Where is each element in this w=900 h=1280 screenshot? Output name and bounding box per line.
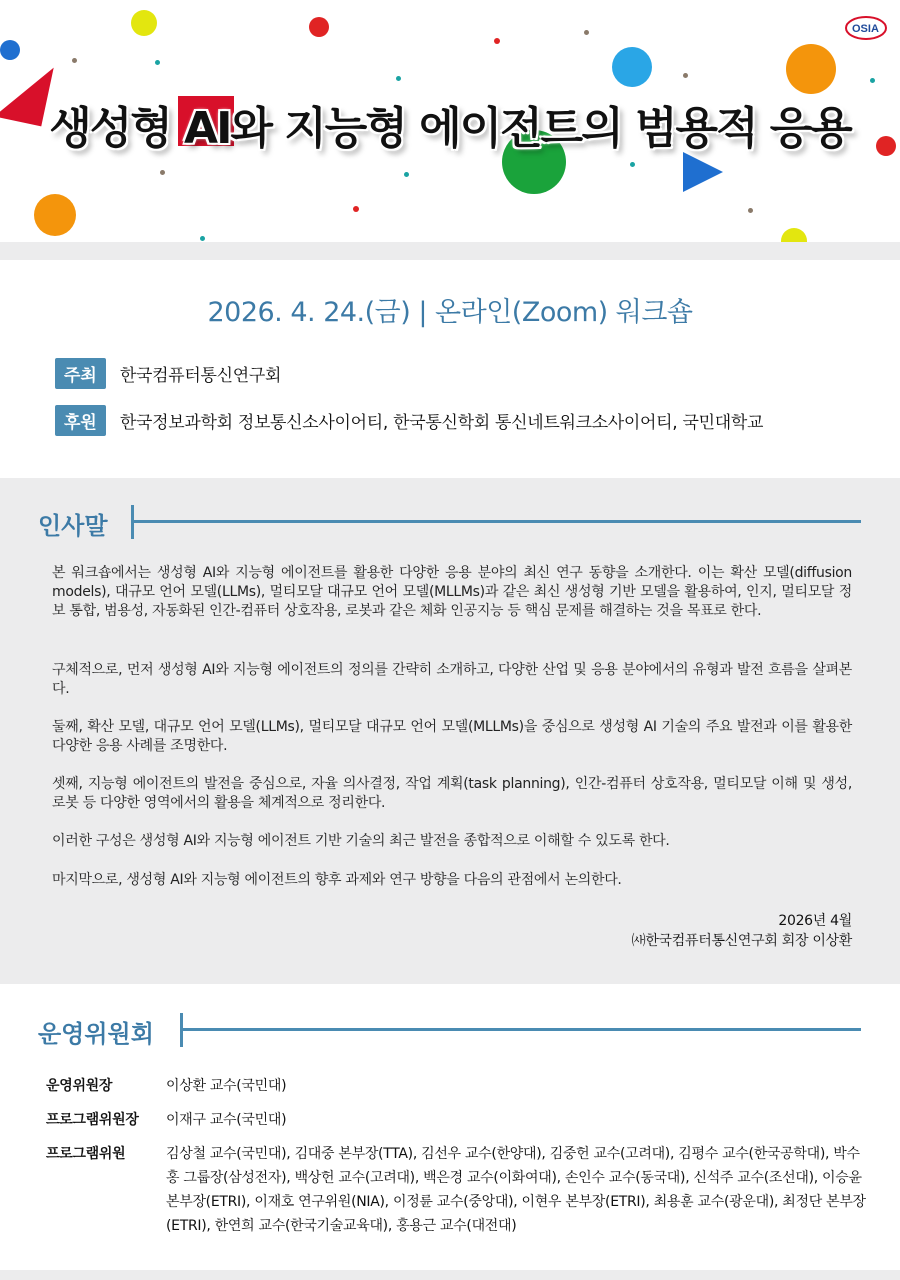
decor-dot xyxy=(584,30,589,35)
committee-role: 프로그램위원 xyxy=(46,1146,126,1162)
sponsor-row xyxy=(55,405,763,435)
committee-members: 이재구 교수(국민대) xyxy=(166,1112,287,1128)
greeting-heading: 인사말 xyxy=(38,512,108,540)
greeting-paragraph: 셋째, 지능형 에이전트의 발전을 중심으로, 자율 의사결정, 작업 계획(task planning), 인간-컴퓨터 상호작용, 멀티모달 이해 및 생성, 로봇 등 다양한 영역에서의 활용을 체계적으로 정리한다. xyxy=(52,776,852,811)
decor-dot xyxy=(494,38,500,44)
decor-dot xyxy=(131,10,157,36)
decor-dot xyxy=(34,194,76,236)
decor-dot xyxy=(200,236,205,241)
decor-dot xyxy=(786,44,836,94)
decor-dot xyxy=(155,60,160,65)
greeting-paragraph: 마지막으로, 생성형 AI와 지능형 에이전트의 향후 과제와 연구 방향을 다음의 관점에서 논의한다. xyxy=(52,872,622,888)
committee-role: 운영위원장 xyxy=(46,1078,113,1094)
heading-rule xyxy=(131,520,861,523)
decor-dot xyxy=(870,78,875,83)
decor-dot xyxy=(404,172,409,177)
greeting-paragraph: 둘째, 확산 모델, 대규모 언어 모델(LLMs), 멀티모달 대규모 언어 모델(MLLMs)을 중심으로 생성형 AI 기술의 주요 발전과 이를 활용한 다양한 응용 사례를 조명한다. xyxy=(52,719,852,754)
decor-dot xyxy=(396,76,401,81)
greeting-section xyxy=(0,478,900,984)
decor-dot xyxy=(0,40,20,60)
committee-heading: 운영위원회 xyxy=(38,1020,154,1048)
workshop-title: 생성형 AI와 지능형 에이전트의 범용적 응용 xyxy=(49,103,851,154)
committee-members: 이상환 교수(국민대) xyxy=(166,1078,287,1094)
committee-role: 프로그램위원장 xyxy=(46,1112,139,1128)
decor-dot xyxy=(612,47,652,87)
event-date: 2026. 4. 24.(금) | 온라인(Zoom) 워크숍 xyxy=(207,297,693,328)
decor-dot xyxy=(683,73,688,78)
committee-members: 김상철 교수(국민대), 김대중 본부장(TTA), 김선우 교수(한양대), 김중헌 교수(고려대), 김평수 교수(한국공학대), 박수홍 그룹장(삼성전자), 백상헌 교수(고려대), 백은경 교수(이화여대), 손인수 교수(동국대), 신석주 교수(조선대), 이승윤 본부장(ETRI), 이재호 연구위원(NIA), 이정륜 교수(중앙대), 이현우 본부장(ETRI), 최용훈 교수(광운대), 최정단 본부장(ETRI), 한연희 교수(한국기술교육대), 홍용근 교수(대전대) xyxy=(166,1146,866,1234)
event-info xyxy=(0,260,900,478)
section-divider xyxy=(0,1270,900,1280)
decor-dot xyxy=(353,206,359,212)
signature-date: 2026년 4월 xyxy=(778,913,852,929)
sponsor-names: 한국정보과학회 정보통신소사이어티, 한국통신학회 통신네트워크소사이어티, 국민대학교 xyxy=(119,412,764,433)
signature-name: ㈔한국컴퓨터통신연구회 회장 이상환 xyxy=(631,933,852,949)
greeting-paragraph: 구체적으로, 먼저 생성형 AI와 지능형 에이전트의 정의를 간략히 소개하고, 다양한 산업 및 응용 분야에서의 유형과 발전 흐름을 살펴본다. xyxy=(52,662,852,697)
decor-dot xyxy=(781,228,807,242)
host-row xyxy=(55,358,281,388)
host-name: 한국컴퓨터통신연구회 xyxy=(119,365,282,386)
decor-dot xyxy=(748,208,753,213)
greeting-paragraph: 이러한 구성은 생성형 AI와 지능형 에이전트 기반 기술의 최근 발전을 종합적으로 이해할 수 있도록 한다. xyxy=(52,833,670,849)
decor-triangle xyxy=(683,152,723,192)
decor-dot xyxy=(630,162,635,167)
decor-dot xyxy=(160,170,165,175)
greeting-paragraph: 본 워크숍에서는 생성형 AI와 지능형 에이전트를 활용한 다양한 응용 분야의 최신 연구 동향을 소개한다. 이는 확산 모델(diffusion models), 대규모 언어 모델(LLMs), 멀티모달 대규모 언어 모델(MLLMs)과 같은 최신 생성형 기반 모델을 활용하여, 인지, 멀티모달 정보 통합, 범용성, 자동화된 인간-컴퓨터 상호작용, 로봇과 같은 체화 인공지능 등 핵심 문제를 해결하는 것을 목표로 한다. xyxy=(52,565,852,619)
host-badge: 주최 xyxy=(55,358,106,389)
decor-dot xyxy=(72,58,77,63)
decor-dot xyxy=(309,17,329,37)
osia-logo-icon xyxy=(842,12,888,42)
heading-rule xyxy=(180,1028,861,1031)
svg-text:OSIA: OSIA xyxy=(852,23,879,35)
title-banner xyxy=(0,0,900,242)
committee-section xyxy=(0,984,900,1270)
sponsor-badge: 후원 xyxy=(55,405,106,436)
section-divider xyxy=(0,242,900,260)
